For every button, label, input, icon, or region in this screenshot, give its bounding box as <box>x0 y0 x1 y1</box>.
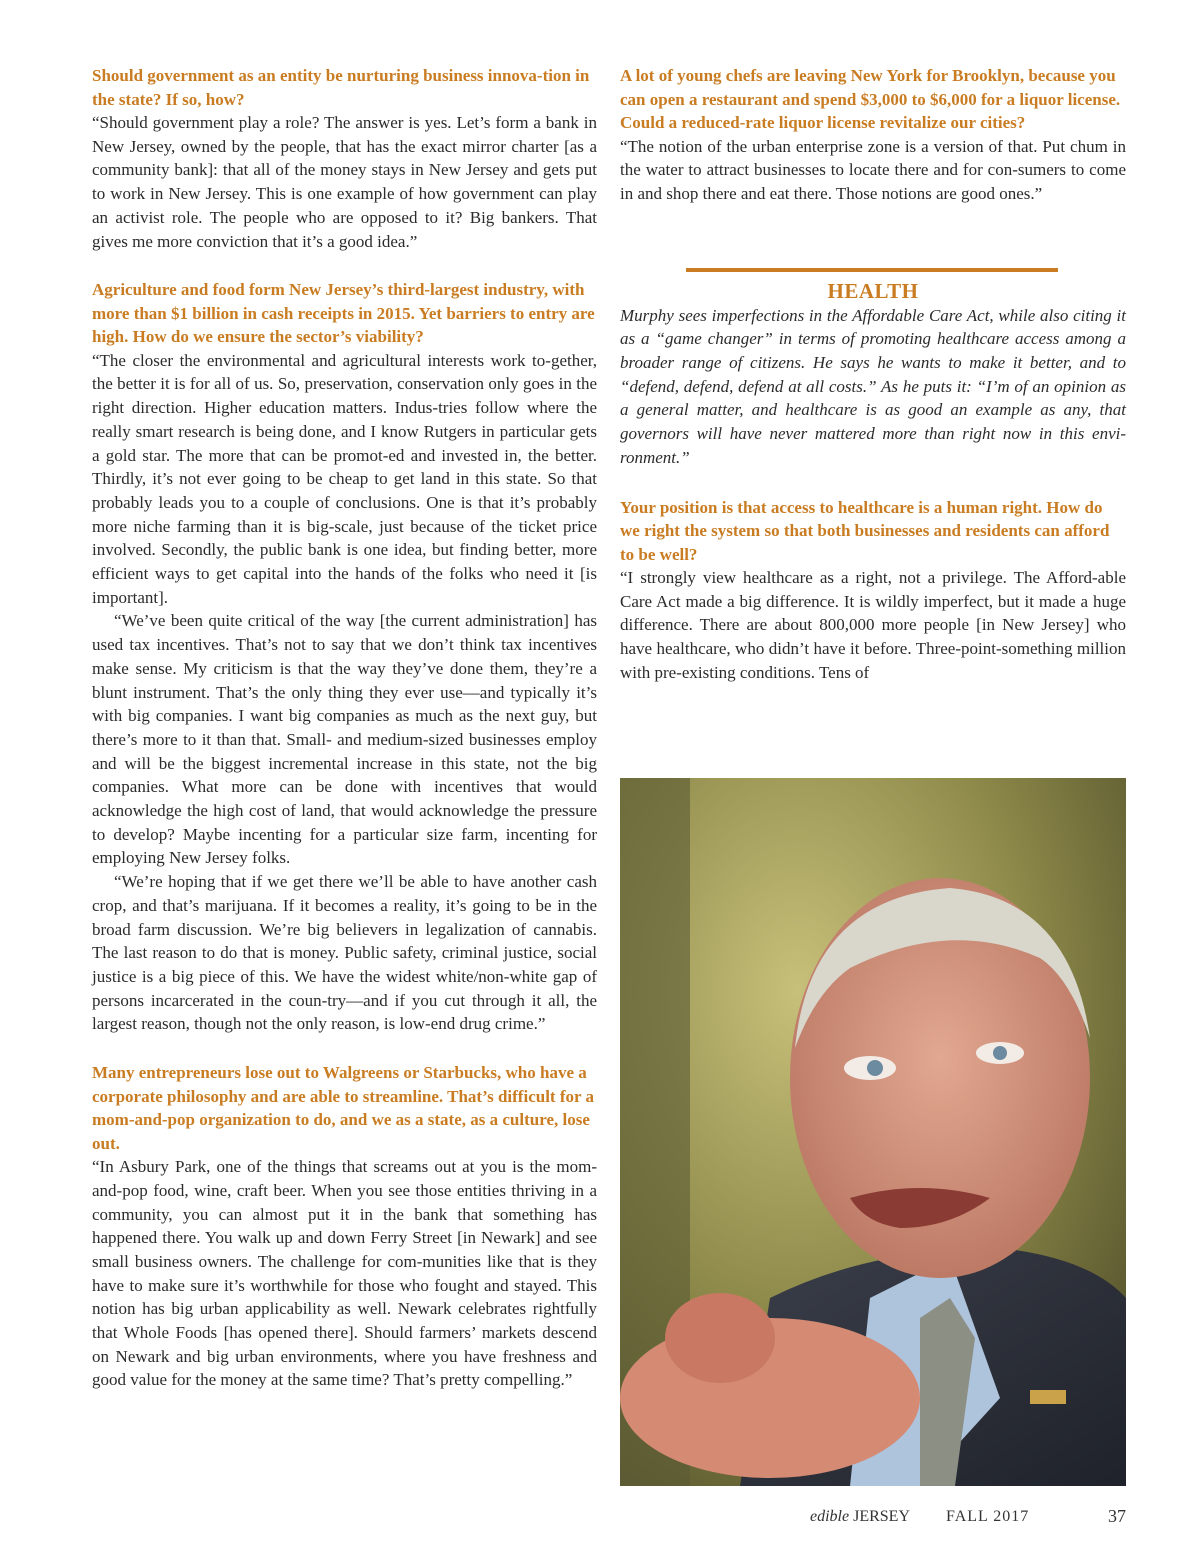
question-liquor-license: A lot of young chefs are leaving New York for Brooklyn, because you can open a restaurant and spend $3,000 to $6,000 for a liquor license. Could a reduced-rate liquor license revitalize our cities? <box>620 66 1121 132</box>
answer-enterprise-zone: “The notion of the urban enterprise zone is a version of that. Put chum in the water to attract businesses to locate there and for con-sumers to come in and shop there and eat there. Those notions are good ones.” <box>620 136 1126 203</box>
issue-label: FALL 2017 <box>946 1508 1030 1525</box>
right-column <box>620 64 1126 685</box>
section-heading-health: HEALTH <box>827 278 919 303</box>
page-number: 37 <box>1108 1506 1126 1526</box>
left-column <box>92 64 597 1392</box>
answer-healthcare: “I strongly view healthcare as a right, not a privilege. The Afford-able Care Act made a big difference. It is wildly imperfect, but it made a huge difference. There are about 800,000 more people [in New Jersey] who have healthcare, who didn’t have it before. Three-point-something million with pre-existing conditions. Tens of <box>620 568 1126 682</box>
section-divider <box>686 268 1058 272</box>
answer-public-bank: “Should government play a role? The answer is yes. Let’s form a bank in New Jersey, owned by the people, that has the exact mirror charter [as a community bank]: that all of the money stays in New Jersey and gets put to work in New Jersey. This is one example of how government can play an activist role. The people who are opposed to it? Big bankers. That gives me more conviction that it’s a good idea.” <box>92 113 597 251</box>
question-healthcare: Your position is that access to healthcare is a human right. How do we right the system so that both businesses and residents can afford to be well? <box>620 497 1110 564</box>
question-agriculture: Agriculture and food form New Jersey’s third-largest industry, with more than $1 billion in cash receipts in 2015. Yet barriers to entry are high. How do we ensure the sector’s viability? <box>92 280 595 347</box>
question-entrepreneurs: Many entrepreneurs lose out to Walgreens or Starbucks, who have a corporate philosophy and are able to streamline. That’s difficult for a mom-and-pop organization to do, and we as a state, as a culture, lose out. <box>92 1063 594 1153</box>
magazine-brand <box>810 1508 910 1526</box>
answer-agriculture-3: “We’re hoping that if we get there we’ll be able to have another cash crop, and that’s marijuana. If it becomes a reality, it’s going to be in the broad farm discussion. We’re big believers in legalization of cannabis. The last reason to do that is money. Public safety, criminal justice, social justice is a big piece of this. We have the widest white/non-white gap of persons incarcerated in the coun-try—and if you cut through it all, the largest reason, though not the only reason, is low-end drug crime.” <box>92 872 597 1034</box>
answer-asbury-park: “In Asbury Park, one of the things that screams out at you is the mom-and-pop food, wine, craft beer. When you see those entities thriving in a community, you can almost put it in the bank that something has happened there. You walk up and down Ferry Street [in Newark] and see small business owners. The challenge for com-munities like that is they have to make sure it’s worthwhile for those who fought and stayed. This notion has big urban applicability as well. Newark celebrates rightfully that Whole Foods [has opened there]. Should farmers’ markets descend on Newark and big urban environments, where you have freshness and good value for the money at the same time? That’s pretty compelling.” <box>92 1157 597 1390</box>
page-footer <box>810 1508 1130 1534</box>
answer-agriculture-1: “The closer the environmental and agricultural interests work to-gether, the better it is for all of us. So, preservation, conservation only goes in the right direction. Higher education matters. Indus-tries follow where the really smart research is being done, and I know Rutgers in particular gets a gold star. The more that can be promot-ed and invested in, the better. Thirdly, it’s not ever going to be cheap to get land in this state. So that probably leads you to a couple of conclusions. One is that it’s probably more niche farming than it is big-scale, just because of the ticket price involved. Secondly, the public bank is one idea, but finding better, more efficient ways to get capital into the hands of the folks who need it [is important]. <box>92 350 597 607</box>
brand-jersey: JERSEY <box>853 1508 910 1525</box>
portrait-illustration <box>620 778 1126 1486</box>
answer-agriculture-2: “We’ve been quite critical of the way [the current administration] has used tax incentives. That’s not to say that we don’t think tax incentives make sense. My criticism is that the way they’ve done them, they’re a blunt instrument. That’s the only thing they ever use—and typically it’s with big companies. I want big companies as much as the next guy, but there’s more to it than that. Small- and medium-sized businesses employ and will be the biggest incremental increase in this state, not the big companies. What more can be done with incentives that would acknowledge the high cost of land, that would acknowledge the pressure to develop? Maybe incenting for a particular size farm, incenting for employing New Jersey folks. <box>92 611 597 868</box>
question-nurturing-business: Should government as an entity be nurturing business innova-tion in the state? If so, how? <box>92 66 590 109</box>
health-intro: Murphy sees imperfections in the Affordable Care Act, while also citing it as a “game changer” in terms of promoting healthcare access among a broader range of citizens. He says he wants to make it better, and to “defend, defend, defend at all costs.” As he puts it: “I’m of an opinion as a general matter, and healthcare is as good an example as any, that governors will have never mattered more than right now in this envi-ronment.” <box>620 305 1126 467</box>
portrait-photo <box>620 778 1126 1486</box>
brand-edible: edible <box>810 1508 850 1525</box>
